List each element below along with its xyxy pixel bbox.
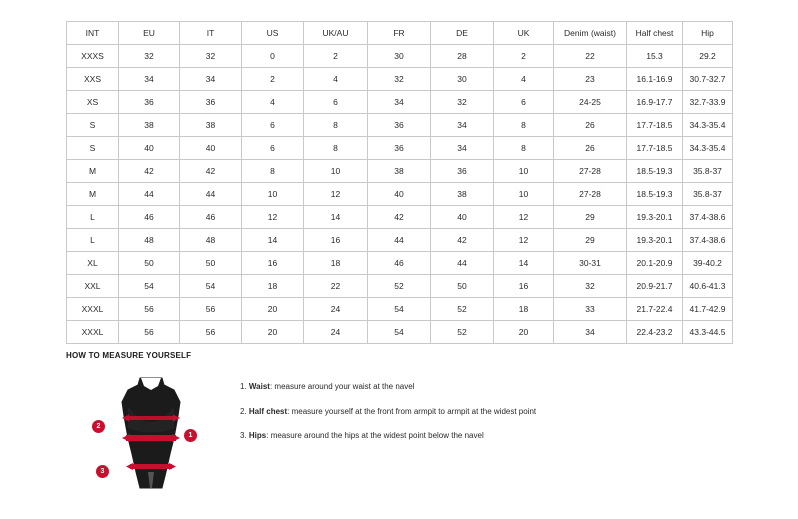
cell-denim-waist: 30-31 xyxy=(554,252,627,275)
mannequin-illustration xyxy=(114,376,188,498)
cell-de: 52 xyxy=(431,321,494,344)
table-row xyxy=(67,321,733,344)
cell-eu: 46 xyxy=(119,206,180,229)
cell-hip: 37.4-38.6 xyxy=(683,229,733,252)
measurement-figure xyxy=(92,376,212,501)
table-row xyxy=(67,45,733,68)
cell-it: 46 xyxy=(180,206,242,229)
cell-denim-waist: 33 xyxy=(554,298,627,321)
cell-us: 10 xyxy=(242,183,304,206)
cell-eu: 56 xyxy=(119,298,180,321)
cell-int: S xyxy=(67,114,119,137)
column-header-fr: FR xyxy=(368,22,431,45)
cell-fr: 44 xyxy=(368,229,431,252)
measurement-badge-3: 3 xyxy=(96,465,109,478)
cell-half-chest: 17.7-18.5 xyxy=(627,114,683,137)
cell-half-chest: 18.5-19.3 xyxy=(627,160,683,183)
cell-it: 42 xyxy=(180,160,242,183)
cell-hip: 41.7-42.9 xyxy=(683,298,733,321)
measurement-step-half-chest xyxy=(240,407,746,417)
cell-eu: 56 xyxy=(119,321,180,344)
step-term-waist: Waist xyxy=(248,382,270,391)
cell-us: 6 xyxy=(242,137,304,160)
cell-uk-au: 14 xyxy=(304,206,368,229)
table-row xyxy=(67,183,733,206)
cell-fr: 46 xyxy=(368,252,431,275)
cell-uk-au: 2 xyxy=(304,45,368,68)
cell-eu: 38 xyxy=(119,114,180,137)
cell-us: 2 xyxy=(242,68,304,91)
cell-eu: 36 xyxy=(119,91,180,114)
table-row xyxy=(67,252,733,275)
measurement-step-hips xyxy=(240,431,746,441)
cell-denim-waist: 24-25 xyxy=(554,91,627,114)
cell-half-chest: 19.3-20.1 xyxy=(627,206,683,229)
cell-uk: 12 xyxy=(494,229,554,252)
cell-us: 4 xyxy=(242,91,304,114)
cell-fr: 32 xyxy=(368,68,431,91)
step-text-hips: : measure around the hips at the widest point below the navel xyxy=(266,431,484,441)
table-row xyxy=(67,137,733,160)
cell-uk: 4 xyxy=(494,68,554,91)
cell-int: L xyxy=(67,206,119,229)
cell-eu: 44 xyxy=(119,183,180,206)
cell-hip: 39-40.2 xyxy=(683,252,733,275)
cell-uk: 6 xyxy=(494,91,554,114)
cell-uk-au: 24 xyxy=(304,298,368,321)
measurement-badge-1: 1 xyxy=(184,429,197,442)
cell-uk: 2 xyxy=(494,45,554,68)
table-row xyxy=(67,275,733,298)
table-header-row xyxy=(67,22,733,45)
cell-it: 40 xyxy=(180,137,242,160)
cell-fr: 54 xyxy=(368,321,431,344)
cell-hip: 32.7-33.9 xyxy=(683,91,733,114)
cell-hip: 35.8-37 xyxy=(683,183,733,206)
cell-fr: 54 xyxy=(368,298,431,321)
cell-denim-waist: 22 xyxy=(554,45,627,68)
cell-denim-waist: 26 xyxy=(554,114,627,137)
column-header-int: INT xyxy=(67,22,119,45)
cell-eu: 42 xyxy=(119,160,180,183)
cell-us: 14 xyxy=(242,229,304,252)
measurement-badge-2: 2 xyxy=(92,420,105,433)
cell-denim-waist: 26 xyxy=(554,137,627,160)
cell-hip: 29.2 xyxy=(683,45,733,68)
cell-it: 54 xyxy=(180,275,242,298)
cell-uk: 20 xyxy=(494,321,554,344)
cell-hip: 35.8-37 xyxy=(683,160,733,183)
cell-hip: 30.7-32.7 xyxy=(683,68,733,91)
cell-de: 36 xyxy=(431,160,494,183)
cell-denim-waist: 29 xyxy=(554,229,627,252)
cell-it: 56 xyxy=(180,321,242,344)
cell-de: 34 xyxy=(431,114,494,137)
cell-int: XXXS xyxy=(67,45,119,68)
table-row xyxy=(67,91,733,114)
cell-fr: 34 xyxy=(368,91,431,114)
cell-uk: 8 xyxy=(494,137,554,160)
cell-eu: 48 xyxy=(119,229,180,252)
cell-half-chest: 17.7-18.5 xyxy=(627,137,683,160)
cell-uk-au: 12 xyxy=(304,183,368,206)
cell-us: 12 xyxy=(242,206,304,229)
cell-denim-waist: 23 xyxy=(554,68,627,91)
column-header-denim-waist: Denim (waist) xyxy=(554,22,627,45)
cell-hip: 43.3-44.5 xyxy=(683,321,733,344)
cell-half-chest: 16.1-16.9 xyxy=(627,68,683,91)
cell-uk: 10 xyxy=(494,183,554,206)
cell-denim-waist: 34 xyxy=(554,321,627,344)
cell-int: XS xyxy=(67,91,119,114)
cell-it: 44 xyxy=(180,183,242,206)
cell-de: 38 xyxy=(431,183,494,206)
cell-int: XXXL xyxy=(67,321,119,344)
cell-half-chest: 20.1-20.9 xyxy=(627,252,683,275)
how-to-measure-section xyxy=(66,351,746,501)
cell-int: XXXL xyxy=(67,298,119,321)
cell-us: 0 xyxy=(242,45,304,68)
table-row xyxy=(67,68,733,91)
measurement-step-waist xyxy=(240,382,746,392)
cell-int: XL xyxy=(67,252,119,275)
cell-hip: 37.4-38.6 xyxy=(683,206,733,229)
cell-denim-waist: 29 xyxy=(554,206,627,229)
size-chart-table xyxy=(66,21,733,344)
column-header-de: DE xyxy=(431,22,494,45)
cell-fr: 38 xyxy=(368,160,431,183)
cell-half-chest: 20.9-21.7 xyxy=(627,275,683,298)
table-row xyxy=(67,298,733,321)
cell-us: 20 xyxy=(242,298,304,321)
cell-uk: 18 xyxy=(494,298,554,321)
cell-half-chest: 19.3-20.1 xyxy=(627,229,683,252)
cell-int: XXS xyxy=(67,68,119,91)
how-to-measure-title: HOW TO MEASURE YOURSELF xyxy=(66,351,192,360)
cell-int: S xyxy=(67,137,119,160)
step-term-hips: Hips xyxy=(248,431,267,441)
cell-fr: 42 xyxy=(368,206,431,229)
step-number-3: 3. xyxy=(240,431,247,441)
cell-de: 32 xyxy=(431,91,494,114)
cell-uk-au: 10 xyxy=(304,160,368,183)
column-header-us: US xyxy=(242,22,304,45)
step-text-waist: : measure around your waist at the navel xyxy=(269,382,415,391)
column-header-uk-au: UK/AU xyxy=(304,22,368,45)
cell-half-chest: 15.3 xyxy=(627,45,683,68)
cell-eu: 54 xyxy=(119,275,180,298)
step-number-1: 1. xyxy=(240,382,247,391)
cell-de: 28 xyxy=(431,45,494,68)
column-header-eu: EU xyxy=(119,22,180,45)
cell-it: 56 xyxy=(180,298,242,321)
cell-it: 36 xyxy=(180,91,242,114)
cell-uk-au: 22 xyxy=(304,275,368,298)
cell-uk: 16 xyxy=(494,275,554,298)
cell-fr: 36 xyxy=(368,137,431,160)
cell-hip: 34.3-35.4 xyxy=(683,137,733,160)
cell-uk-au: 4 xyxy=(304,68,368,91)
cell-de: 30 xyxy=(431,68,494,91)
cell-eu: 40 xyxy=(119,137,180,160)
table-body xyxy=(67,45,733,344)
cell-half-chest: 16.9-17.7 xyxy=(627,91,683,114)
cell-half-chest: 22.4-23.2 xyxy=(627,321,683,344)
cell-uk: 14 xyxy=(494,252,554,275)
cell-uk: 10 xyxy=(494,160,554,183)
cell-us: 8 xyxy=(242,160,304,183)
step-term-half-chest: Half chest xyxy=(248,406,288,416)
column-header-uk: UK xyxy=(494,22,554,45)
cell-hip: 34.3-35.4 xyxy=(683,114,733,137)
cell-uk-au: 8 xyxy=(304,137,368,160)
cell-eu: 34 xyxy=(119,68,180,91)
cell-us: 18 xyxy=(242,275,304,298)
cell-hip: 40.6-41.3 xyxy=(683,275,733,298)
cell-fr: 30 xyxy=(368,45,431,68)
cell-it: 32 xyxy=(180,45,242,68)
cell-denim-waist: 27-28 xyxy=(554,160,627,183)
size-chart-container xyxy=(66,21,732,344)
column-header-it: IT xyxy=(180,22,242,45)
cell-half-chest: 21.7-22.4 xyxy=(627,298,683,321)
step-number-2: 2. xyxy=(240,406,247,416)
table-row xyxy=(67,229,733,252)
cell-uk: 12 xyxy=(494,206,554,229)
cell-int: M xyxy=(67,183,119,206)
cell-half-chest: 18.5-19.3 xyxy=(627,183,683,206)
cell-uk: 8 xyxy=(494,114,554,137)
cell-denim-waist: 32 xyxy=(554,275,627,298)
cell-it: 50 xyxy=(180,252,242,275)
cell-us: 20 xyxy=(242,321,304,344)
table-row xyxy=(67,160,733,183)
cell-us: 16 xyxy=(242,252,304,275)
cell-uk-au: 16 xyxy=(304,229,368,252)
cell-eu: 50 xyxy=(119,252,180,275)
cell-uk-au: 8 xyxy=(304,114,368,137)
table-row xyxy=(67,206,733,229)
cell-int: L xyxy=(67,229,119,252)
cell-de: 34 xyxy=(431,137,494,160)
column-header-half-chest: Half chest xyxy=(627,22,683,45)
cell-fr: 36 xyxy=(368,114,431,137)
cell-uk-au: 6 xyxy=(304,91,368,114)
cell-fr: 40 xyxy=(368,183,431,206)
cell-uk-au: 24 xyxy=(304,321,368,344)
cell-it: 34 xyxy=(180,68,242,91)
cell-int: XXL xyxy=(67,275,119,298)
cell-eu: 32 xyxy=(119,45,180,68)
cell-de: 44 xyxy=(431,252,494,275)
cell-de: 40 xyxy=(431,206,494,229)
how-to-measure-body xyxy=(66,370,746,501)
cell-denim-waist: 27-28 xyxy=(554,183,627,206)
cell-uk-au: 18 xyxy=(304,252,368,275)
cell-us: 6 xyxy=(242,114,304,137)
column-header-hip: Hip xyxy=(683,22,733,45)
cell-de: 52 xyxy=(431,298,494,321)
measurement-steps xyxy=(240,382,746,456)
step-text-half-chest: : measure yourself at the front from armpit to armpit at the widest point xyxy=(287,406,537,416)
cell-it: 48 xyxy=(180,229,242,252)
table-row xyxy=(67,114,733,137)
cell-fr: 52 xyxy=(368,275,431,298)
cell-it: 38 xyxy=(180,114,242,137)
cell-de: 42 xyxy=(431,229,494,252)
cell-de: 50 xyxy=(431,275,494,298)
cell-int: M xyxy=(67,160,119,183)
